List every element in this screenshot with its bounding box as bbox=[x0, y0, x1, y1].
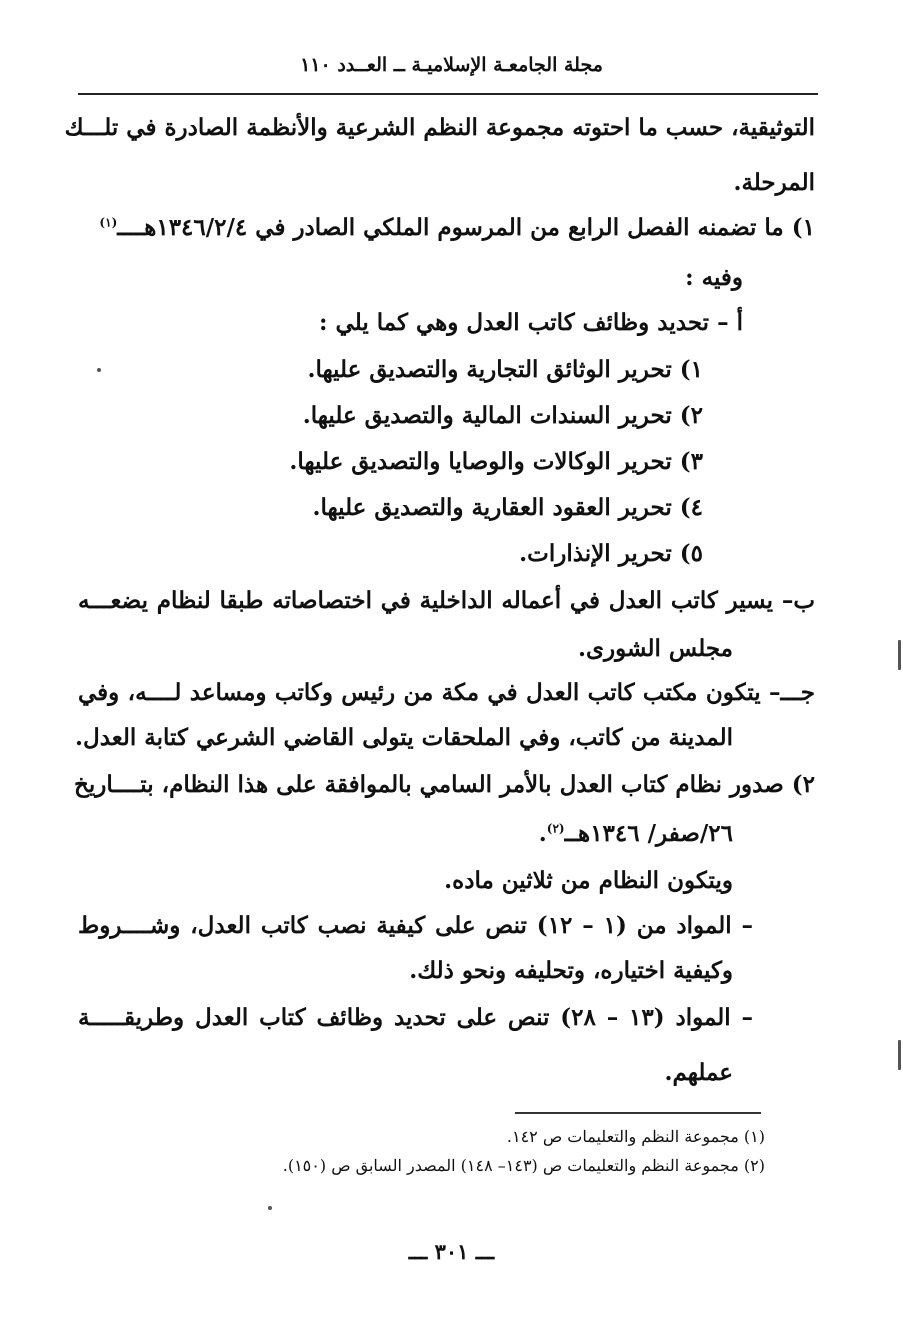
section-b-line-1: ب– يسير كاتب العدل في أعماله الداخلية في اختصاصاته طبقا لنظام يضعـــه bbox=[78, 587, 815, 614]
footnote-ref-2: (٢) bbox=[546, 821, 565, 836]
item-2-line-1: ٢) صدور نظام كتاب العدل بالأمر السامي بالموافقة على هذا النظام، بتــــاريخ bbox=[73, 771, 815, 798]
section-c-line-2: المدينة من كاتب، وفي الملحقات يتولى القاضي الشرعي كتابة العدل. bbox=[75, 724, 733, 751]
section-c-line-1: جـــ– يتكون مكتب كاتب العدل في مكة من رئيس وكاتب ومساعد لــــه، وفي bbox=[78, 679, 815, 706]
paragraph-line-2: المرحلة. bbox=[733, 169, 815, 196]
list-item-1: ١) تحرير الوثائق التجارية والتصديق عليها. bbox=[307, 356, 703, 383]
footnote-1: (١) مجموعة النظم والتعليمات ص ١٤٢. bbox=[506, 1127, 765, 1146]
scan-speck bbox=[268, 1206, 272, 1210]
header-rule bbox=[78, 93, 818, 95]
footnote-2: (٢) مجموعة النظم والتعليمات ص (١٤٣– ١٤٨) المصدر السابق ص (١٥٠). bbox=[282, 1156, 765, 1175]
item-1-text: ١) ما تضمنه الفصل الرابع من المرسوم الملكي الصادر في ١٣٤٦/٢/٤هــــ bbox=[117, 214, 815, 241]
item-2-line-3: ويتكون النظام من ثلاثين ماده. bbox=[444, 867, 733, 894]
page-number: ـــ ٣٠١ ـــ bbox=[408, 1239, 495, 1264]
list-item-2: ٢) تحرير السندات المالية والتصديق عليها. bbox=[302, 402, 703, 429]
articles-line-4: عملهم. bbox=[664, 1059, 733, 1086]
list-item-3: ٣) تحرير الوكالات والوصايا والتصديق عليها. bbox=[289, 448, 703, 475]
footnote-rule bbox=[515, 1112, 761, 1114]
articles-line-3: – المواد (١٣ – ٢٨) تنص على تحديد وظائف كتاب العدل وطريقـــــة bbox=[78, 1004, 754, 1031]
item-2-date: ٢٦/صفر/ ١٣٤٦هــ bbox=[564, 820, 733, 847]
item-1-line bbox=[99, 210, 815, 246]
articles-line-2: وكيفية اختياره، وتحليفه ونحو ذلك. bbox=[409, 957, 733, 984]
articles-line-1: – المواد من (١ – ١٢) تنص على كيفية نصب كاتب العدل، وشــــروط bbox=[78, 912, 753, 939]
list-item-5: ٥) تحرير الإنذارات. bbox=[519, 540, 703, 567]
section-b-line-2: مجلس الشورى. bbox=[577, 635, 733, 662]
paragraph-line-1: التوثيقية، حسب ما احتوته مجموعة النظم الشرعية والأنظمة الصادرة في تلـــك bbox=[64, 114, 815, 141]
scan-speck bbox=[97, 368, 101, 372]
section-a-heading: أ – تحديد وظائف كاتب العدل وهي كما يلي : bbox=[319, 309, 743, 336]
scan-edge-mark bbox=[898, 1040, 901, 1070]
footnote-ref-1: (١) bbox=[99, 215, 118, 230]
item-1-continuation: وفيه : bbox=[685, 264, 743, 291]
scan-edge-mark bbox=[898, 640, 901, 670]
running-header: مجلة الجامعـة الإسلاميـة ــ العــدد ١١٠ bbox=[300, 54, 603, 76]
item-2-period: . bbox=[538, 820, 547, 847]
item-2-line-2 bbox=[539, 816, 733, 852]
list-item-4: ٤) تحرير العقود العقارية والتصديق عليها. bbox=[312, 494, 703, 521]
